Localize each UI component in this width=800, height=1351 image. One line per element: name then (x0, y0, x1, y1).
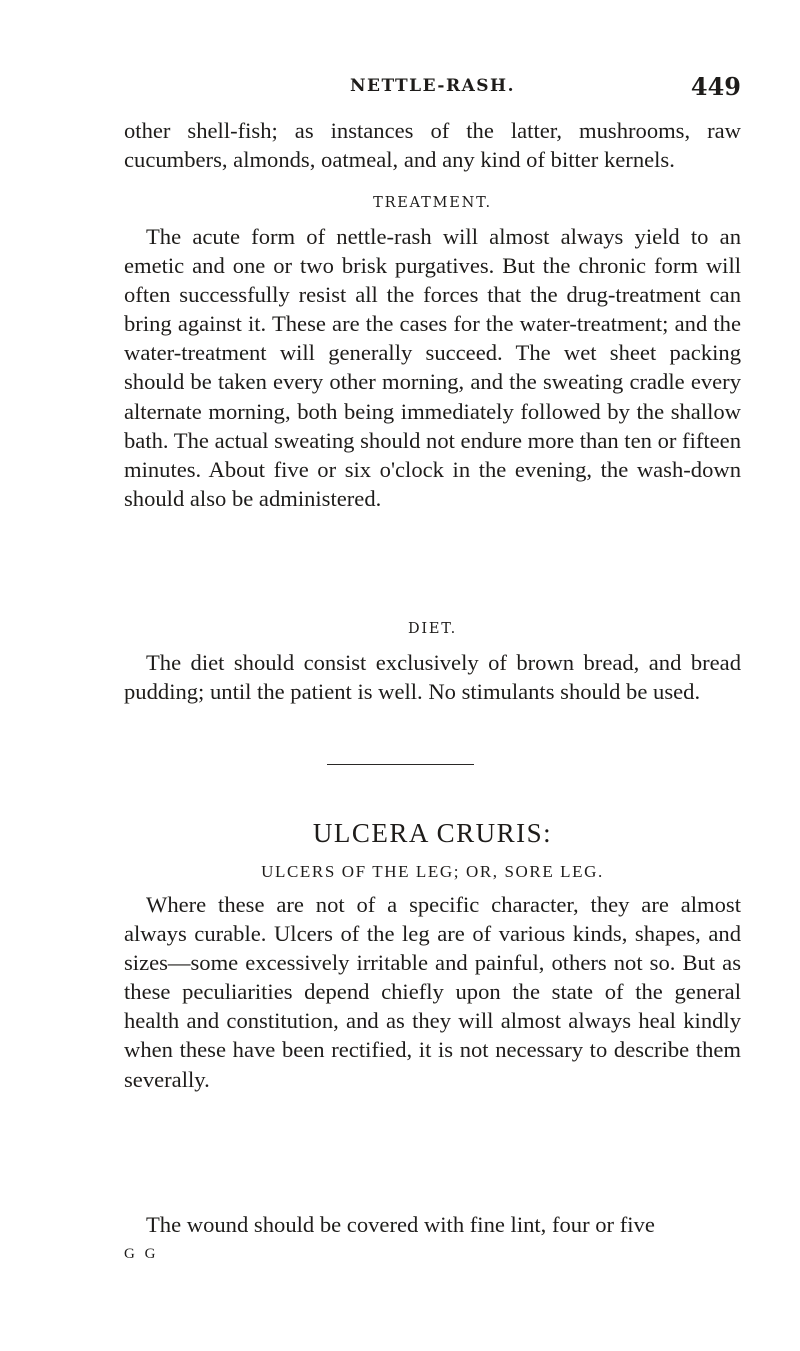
treatment-paragraph: The acute form of nettle-rash will almost always yield to an emetic and one or two brisk purgatives. But the chronic form will often successfully resist all the forces that the drug-treatment can bring against it. These are the cases for the water-treatment; and the water-treatment will generally succeed. The wet sheet packing should be taken every other morning, and the sweating cradle every alternate morning, both being immediately followed by the shallow bath. The actual sweating should not endure more than ten or fifteen minutes. About five or six o'clock in the evening, the wash-down should also be administered. (124, 224, 741, 511)
signature-mark: G G (124, 1246, 159, 1262)
intro-paragraph: other shell-fish; as instances of the latter, mushrooms, raw cucumbers, almonds, oatmeal, and any kind of bitter kernels. (124, 118, 741, 173)
diet-paragraph: The diet should consist exclusively of brown bread, and bread pudding; until the patient is well. No stimulants should be used. (124, 650, 741, 705)
chapter-title: ULCERA CRURIS: (312, 818, 553, 848)
wound-paragraph: The wound should be covered with fine lint, four or five (146, 1212, 655, 1237)
ulcer-paragraph: Where these are not of a specific character, they are almost always curable. Ulcers of the leg are of various kinds, shapes, and sizes—some excessively irritable and painful, others not so. But as these peculiarities depend chiefly upon the state of the general health and constitution, and as they will almost always heal kindly when these have been rectified, it is not necessary to describe them severally. (124, 892, 741, 1092)
page-number: 449 (690, 72, 741, 101)
diet-heading: DIET. (407, 621, 458, 637)
running-title: NETTLE-RASH. (349, 76, 516, 96)
section-divider-rule (327, 764, 474, 765)
chapter-subtitle: ULCERS OF THE LEG; OR, SORE LEG. (261, 862, 604, 881)
running-head (124, 72, 741, 102)
treatment-heading: TREATMENT. (373, 195, 492, 211)
